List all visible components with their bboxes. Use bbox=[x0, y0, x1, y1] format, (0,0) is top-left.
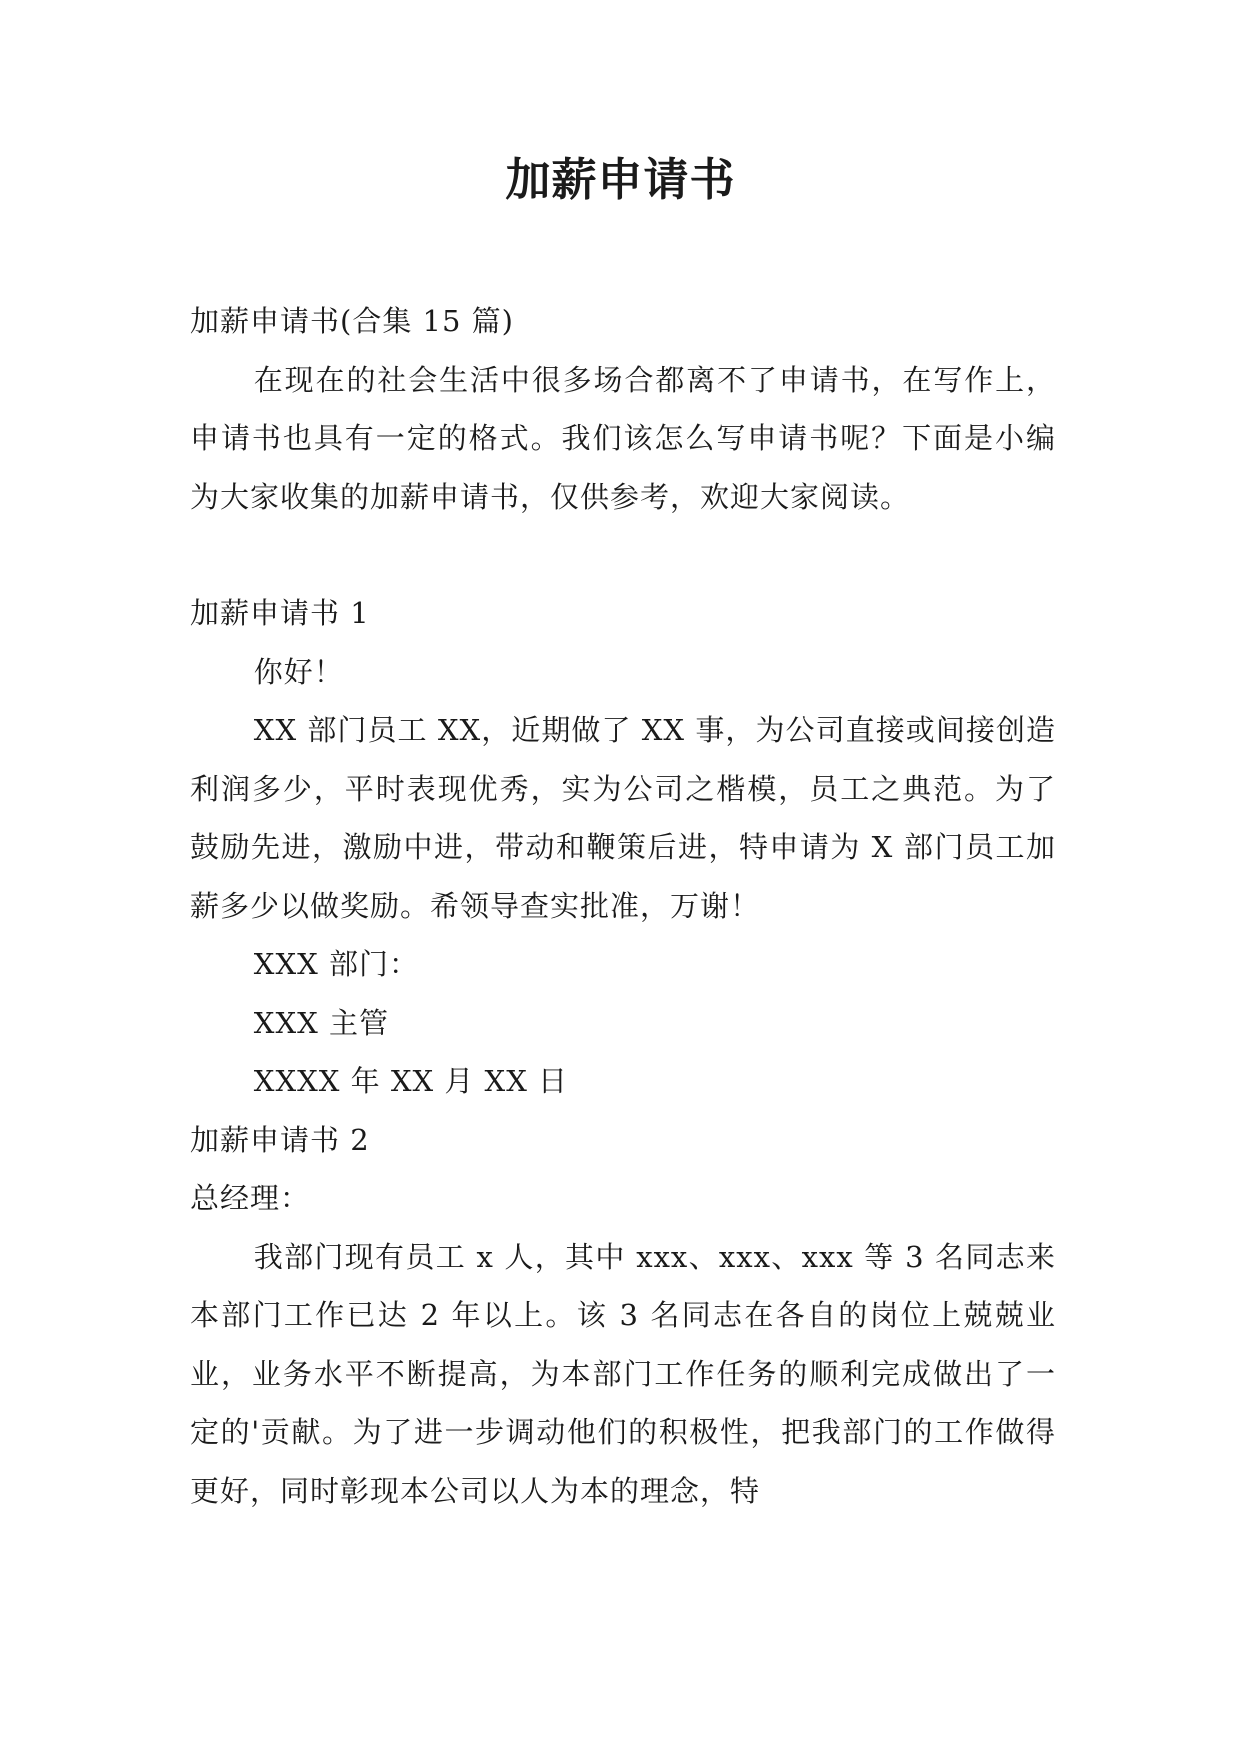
intro-paragraph: 在现在的社会生活中很多场合都离不了申请书，在写作上，申请书也具有一定的格式。我们该怎么写申请书呢？下面是小编为大家收集的加薪申请书，仅供参考，欢迎大家阅读。 bbox=[190, 362, 1056, 514]
collection-subtitle: 加薪申请书(合集 15 篇) bbox=[190, 304, 514, 338]
section-2-body: 我部门现有员工 x 人，其中 xxx、xxx、xxx 等 3 名同志来本部门工作已达 2 年以上。该 3 名同志在各自的岗位上兢兢业业，业务水平不断提高，为本部门工作任务的顺利完成做出了一定的'贡献。为了进一步调动他们的积极性，把我部门的工作做得更好，同时彰现本公司以人为本的理念，特 bbox=[190, 1239, 1056, 1508]
document-body bbox=[190, 292, 1056, 1520]
section-spacer bbox=[190, 526, 1056, 584]
document-title: 加薪申请书 bbox=[505, 153, 736, 206]
section-2-salutation: 总经理： bbox=[190, 1181, 311, 1215]
section-1-signature-manager: XXX 主管 bbox=[253, 1005, 389, 1040]
section-1-signature-dept: XXX 部门： bbox=[253, 947, 419, 981]
section-2-heading: 加薪申请书 2 bbox=[190, 1122, 370, 1157]
section-1-heading: 加薪申请书 1 bbox=[190, 596, 370, 630]
section-1-greeting: 你好！ bbox=[253, 654, 344, 689]
section-1-body: XX 部门员工 XX，近期做了 XX 事，为公司直接或间接创造利润多少，平时表现优秀，实为公司之楷模，员工之典范。为了鼓励先进，激励中进，带动和鞭策后进，特申请为 X 部门员工加薪多少以做奖励。希领导查实批准，万谢！ bbox=[190, 713, 1056, 923]
section-1-signature-date: XXXX 年 XX 月 XX 日 bbox=[253, 1064, 569, 1098]
